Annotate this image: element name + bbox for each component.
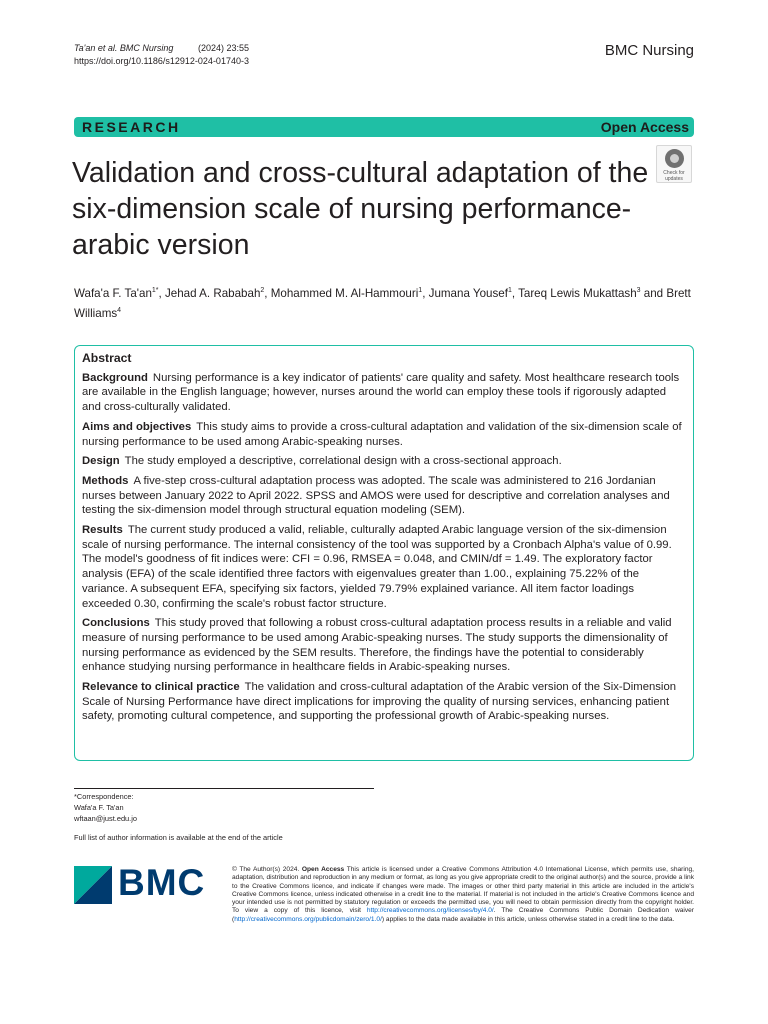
article-title: Validation and cross-cultural adaptation of the six-dimension scale of nursing performance-arabic version: [72, 157, 649, 261]
author-separator: ,: [158, 286, 165, 300]
author-affiliation: 2: [260, 287, 265, 294]
journal-name: BMC Nursing: [604, 42, 694, 59]
abstract-section-text: The current study produced a valid, reliable, culturally adapted Arabic language version of the six-dimension scale of nursing performance. The internal consistency of the tool was supported by a Cronbach Alpha's value of 0.99. The model's goodness of fit indices were: CFI = 0.96, RMSEA = 0.048, and CMIN/df = 1.49. The exploratory factor analysis (EFA) of the scale identified three factors with eigenvalues greater than 1.00., explaining 75.22% of the variance. A subsequent EFA, specifying six factors, yielded 79.79% explained variance. All item factor loadings exceeded 0.30, confirming the scale's robust factor structure.: [82, 524, 672, 610]
footnote-divider: [74, 788, 374, 789]
correspondence-name: Wafa'a F. Ta'an: [74, 803, 124, 813]
author-name: Mohammed M. Al-Hammouri: [270, 286, 419, 300]
author-name: Jehad A. Rababah: [164, 286, 261, 300]
abstract-section-label: Relevance to clinical practice: [82, 681, 240, 694]
license-link-cc-zero[interactable]: http://creativecommons.org/publicdomain/zero/1.0/: [234, 915, 382, 923]
abstract-section: [82, 474, 686, 518]
correspondence-label: *Correspondence:: [74, 792, 134, 801]
author-name: Wafa'a F. Ta'an: [74, 286, 152, 300]
abstract-content: [82, 351, 686, 729]
license-text-2: . The Creative Commons Public Domain Dedication waiver (: [232, 907, 694, 923]
abstract-section-label: Conclusions: [82, 617, 150, 630]
author-affiliation: 1*: [151, 287, 159, 294]
bmc-logo: [74, 862, 214, 904]
author-name: Tareq Lewis Mukattash: [518, 286, 637, 300]
abstract-section-text: This study proved that following a robust cross-cultural adaptation process results in a reliable and valid measure of nursing performance to be used among Arabic-speaking nurses. The study supports the dimensionality of nursing performance as evidenced by the SEM results. Therefore, the findings have the potential to considerably enhance studying nursing performance in healthcare fields in Arabic-speaking nurses.: [82, 617, 672, 674]
correspondence-note: [74, 791, 137, 825]
author-affiliation: 3: [636, 287, 641, 294]
abstract-section: [82, 371, 686, 415]
abstract-section: [82, 680, 686, 724]
author-separator: ,: [264, 286, 271, 300]
article-type-banner: [74, 117, 694, 137]
author-info-note: Full list of author information is available at the end of the article: [74, 833, 283, 842]
citation-header: [74, 42, 249, 68]
author-affiliation: 4: [117, 306, 122, 314]
abstract-section: [82, 523, 686, 611]
open-access-label: Open Access: [600, 119, 689, 135]
abstract-section-text: The validation and cross-cultural adaptation of the Arabic version of the Six-Dimension Scale of Nursing Performance have direct implications for improving the quality of nursing services, enhancing patient safety, promoting cultural competence, and supporting the professional growth of Arabic-speaking nurses.: [82, 681, 677, 723]
article-type-label: RESEARCH: [82, 119, 181, 135]
check-for-updates-badge[interactable]: [656, 145, 692, 183]
abstract-box: [74, 345, 694, 761]
author-separator: ,: [422, 286, 429, 300]
abstract-section-label: Results: [82, 524, 123, 537]
license-text-1: This article is licensed under a Creative Commons Attribution 4.0 International License, which permits use, sharing, adaptation, distribution and reproduction in any medium or format, as long as you give appropriate credit to the original author(s) and the source, provide a link to the Creative Commons licence, and indicate if changes were made. The images or other third party material in this article are included in the article's Creative Commons licence, unless indicated otherwise in a credit line to the material. If material is not included in the article's Creative Commons licence and your intended use is not permitted by statutory regulation or exceeds the permitted use, you will need to obtain permission directly from the copyright holder. To view a copy of this licence, visit: [232, 866, 694, 915]
author-name: Jumana Yousef: [428, 286, 508, 300]
check-updates-icon: [665, 149, 684, 168]
abstract-heading: Abstract: [82, 351, 132, 365]
bmc-logo-icon: [74, 866, 112, 904]
abstract-section: [82, 616, 686, 675]
citation-year: (2024) 23:55: [197, 43, 249, 53]
abstract-section: [82, 454, 686, 469]
license-statement: [232, 866, 694, 924]
abstract-section-label: Aims and objectives: [82, 420, 192, 433]
author-affiliation: 1: [418, 287, 423, 294]
license-link-cc-by[interactable]: http://creativecommons.org/licenses/by/4.0/: [366, 907, 494, 915]
abstract-section-label: Background: [82, 371, 148, 384]
license-text-3: ) applies to the data made available in this article, unless otherwise stated in a credit line to the data.: [381, 915, 675, 923]
abstract-section-label: Design: [82, 455, 120, 468]
author-list: [74, 282, 694, 322]
abstract-section-text: Nursing performance is a key indicator of patients' care quality and safety. Most healthcare research tools are available in the English language; however, nurses around the world can employ these tools if rigorously adapted and cross-culturally validated.: [82, 371, 680, 414]
author-name: Brett Williams: [74, 286, 691, 320]
license-open-access: Open Access: [301, 866, 345, 873]
author-separator: and: [640, 286, 667, 300]
check-updates-label: Check for updates: [663, 170, 685, 182]
correspondence-email[interactable]: wftaan@just.edu.jo: [74, 814, 137, 824]
author-separator: ,: [511, 286, 519, 300]
abstract-section-text: The study employed a descriptive, correlational design with a cross-sectional approach.: [124, 455, 562, 468]
license-copyright: © The Author(s) 2024.: [232, 866, 300, 873]
abstract-section-label: Methods: [82, 474, 129, 487]
abstract-section: [82, 420, 686, 449]
citation-line: [74, 42, 249, 55]
doi-link[interactable]: https://doi.org/10.1186/s12912-024-01740-3: [74, 56, 249, 66]
author-affiliation: 1: [507, 287, 512, 294]
abstract-section-text: This study aims to provide a cross-cultural adaptation and validation of the six-dimension scale of nursing performance to be used among Arabic-speaking nurses.: [82, 420, 682, 448]
bmc-logo-text: BMC: [118, 862, 206, 903]
citation-authors: Ta'an et al. BMC Nursing: [74, 43, 174, 53]
abstract-section-text: A five-step cross-cultural adaptation process was adopted. The scale was administered to 216 Jordanian nurses between January 2022 to April 2022. SPSS and AMOS were used for descriptive and correlation analyses and testing the six-dimension model through structural equation modeling (SEM).: [82, 474, 670, 517]
